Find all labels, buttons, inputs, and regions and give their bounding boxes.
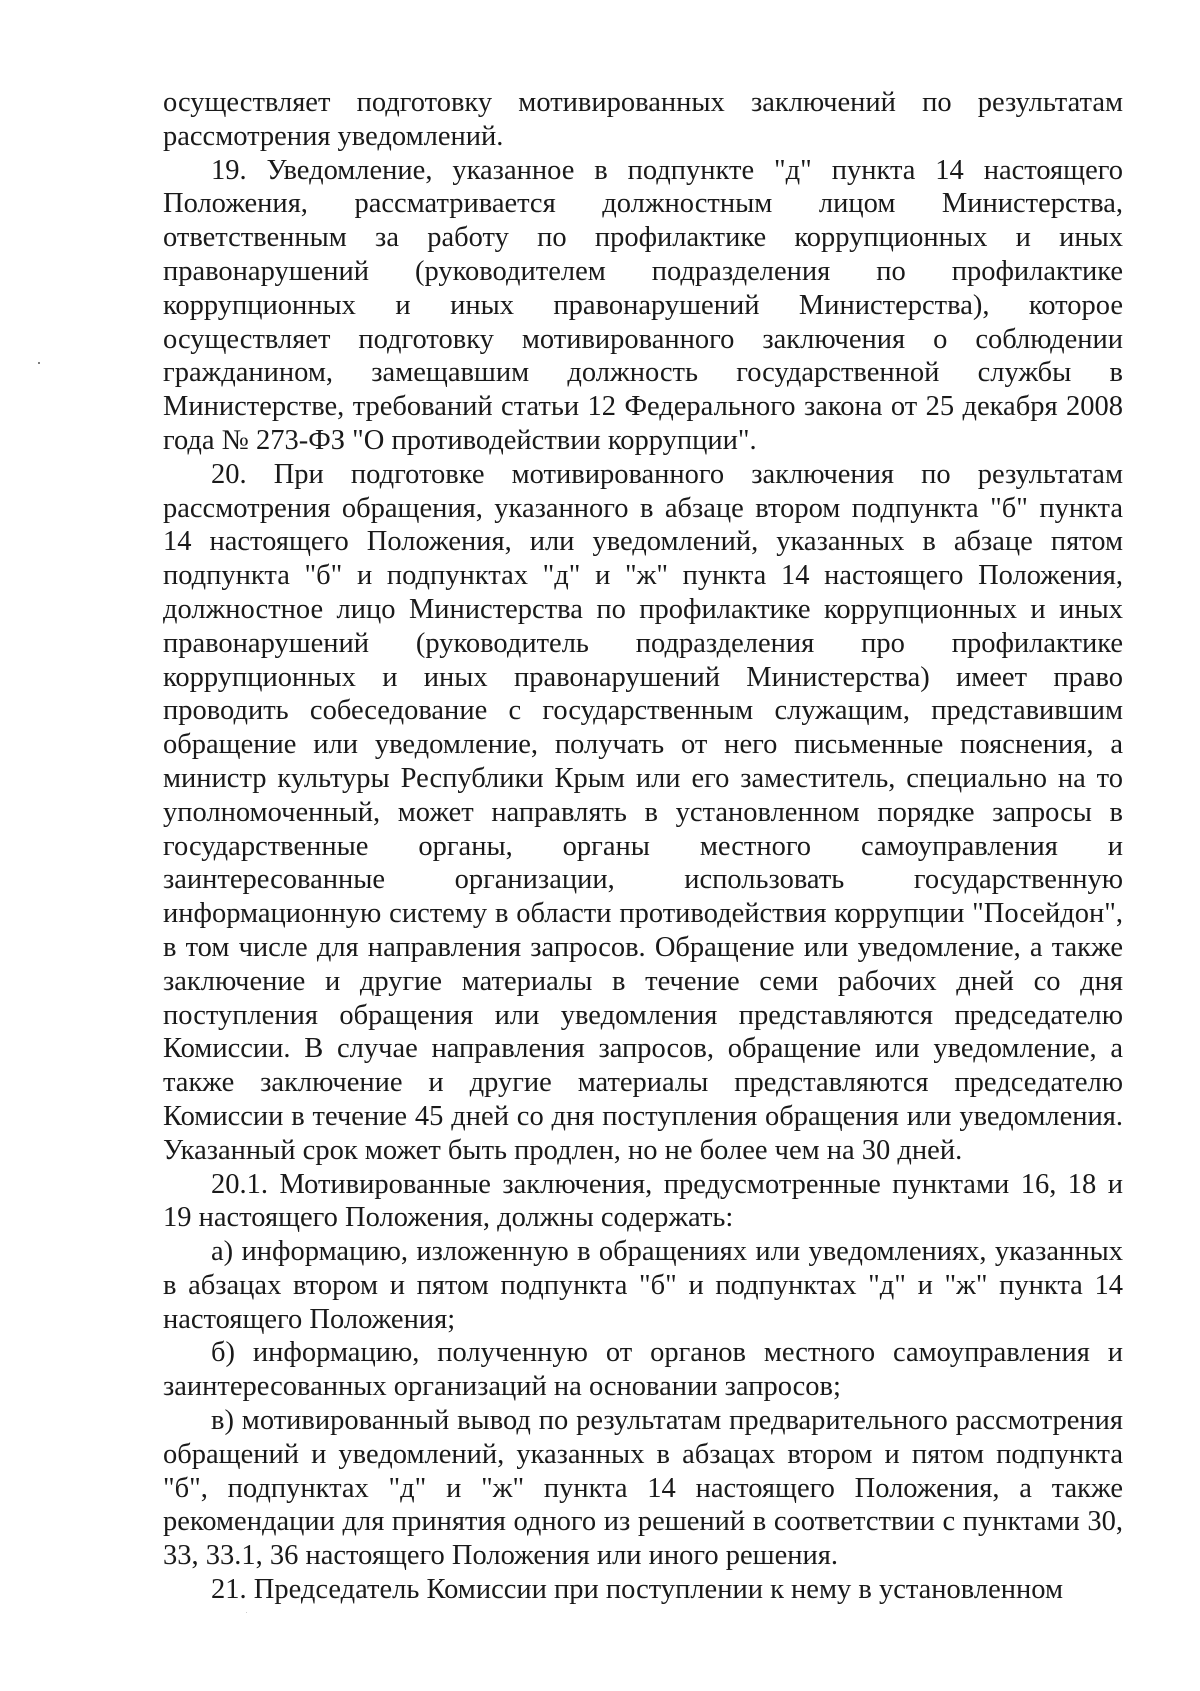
paragraph-subitem-a: а) информацию, изложенную в обращениях или уведомлениях, указанных в абзацах втором и пятом подпункта "б" и подпунктах "д" и "ж" пункта 14 настоящего Положения; [163,1236,1123,1335]
paragraph-item-19: 19. Уведомление, указанное в подпункте "д" пункта 14 настоящего Положения, рассматривается должностным лицом Министерства, ответственным за работу по профилактике коррупционных и иных правонарушений (руководителем подразделения по профилактике коррупционных и иных правонарушений Министерства), которое осуществляет подготовку мотивированного заключения о соблюдении гражданином, замещавшим должность государственной службы в Министерстве, требований статьи 12 Федерального закона от 25 декабря 2008 года № 273-ФЗ "О противодействии коррупции". [163,154,1123,456]
scan-speck [246,1612,247,1613]
paragraph-item-20: 20. При подготовке мотивированного заключения по результатам рассмотрения обращения, указанного в абзаце втором подпункта "б" пункта 14 настоящего Положения, или уведомлений, указанных в абзаце пятом подпункта "б" и подпунктах "д" и "ж" пункта 14 настоящего Положения, должностное лицо Министерства по профилактике коррупционных и иных правонарушений (руководитель подразделения про профилактике коррупционных и иных правонарушений Министерства) имеет право проводить собеседование с государственным служащим, представившим обращение или уведомление, получать от него письменные пояснения, а министр культуры Республики Крым или его заместитель, специально на то уполномоченный, может направлять в установленном порядке запросы в государственные органы, органы местного самоуправления и заинтересованные организации, использовать государственную информационную систему в области противодействия коррупции "Посейдон", в том числе для направления запросов. Обращение или уведомление, а также заключение и другие материалы в течение семи рабочих дней со дня поступления обращения или уведомления представляются председателю Комиссии. В случае направления запросов, обращение или уведомление, а также заключение и другие материалы представляются председателю Комиссии в течение 45 дней со дня поступления обращения или уведомления. Указанный срок может быть продлен, но не более чем на 30 дней. [163,458,1123,1166]
paragraph-subitem-v: в) мотивированный вывод по результатам предварительного рассмотрения обращений и уведомлений, указанных в абзацах втором и пятом подпункта "б", подпунктах "д" и "ж" пункта 14 настоящего Положения, а также рекомендации для принятия одного из решений в соответствии с пунктами 30, 33, 33.1, 36 настоящего Положения или иного решения. [163,1405,1123,1572]
scan-speck [38,362,40,364]
paragraph-subitem-b: б) информацию, полученную от органов местного самоуправления и заинтересованных организаций на основании запросов; [163,1337,1123,1403]
paragraph-continuation: осуществляет подготовку мотивированных заключений по результатам рассмотрения уведомлений. [163,87,1123,152]
paragraph-item-21: 21. Председатель Комиссии при поступлении к нему в установленном [211,1574,1063,1606]
document-body [163,86,1123,1607]
paragraph-item-20-1: 20.1. Мотивированные заключения, предусмотренные пунктами 16, 18 и 19 настоящего Положения, должны содержать: [163,1168,1123,1234]
